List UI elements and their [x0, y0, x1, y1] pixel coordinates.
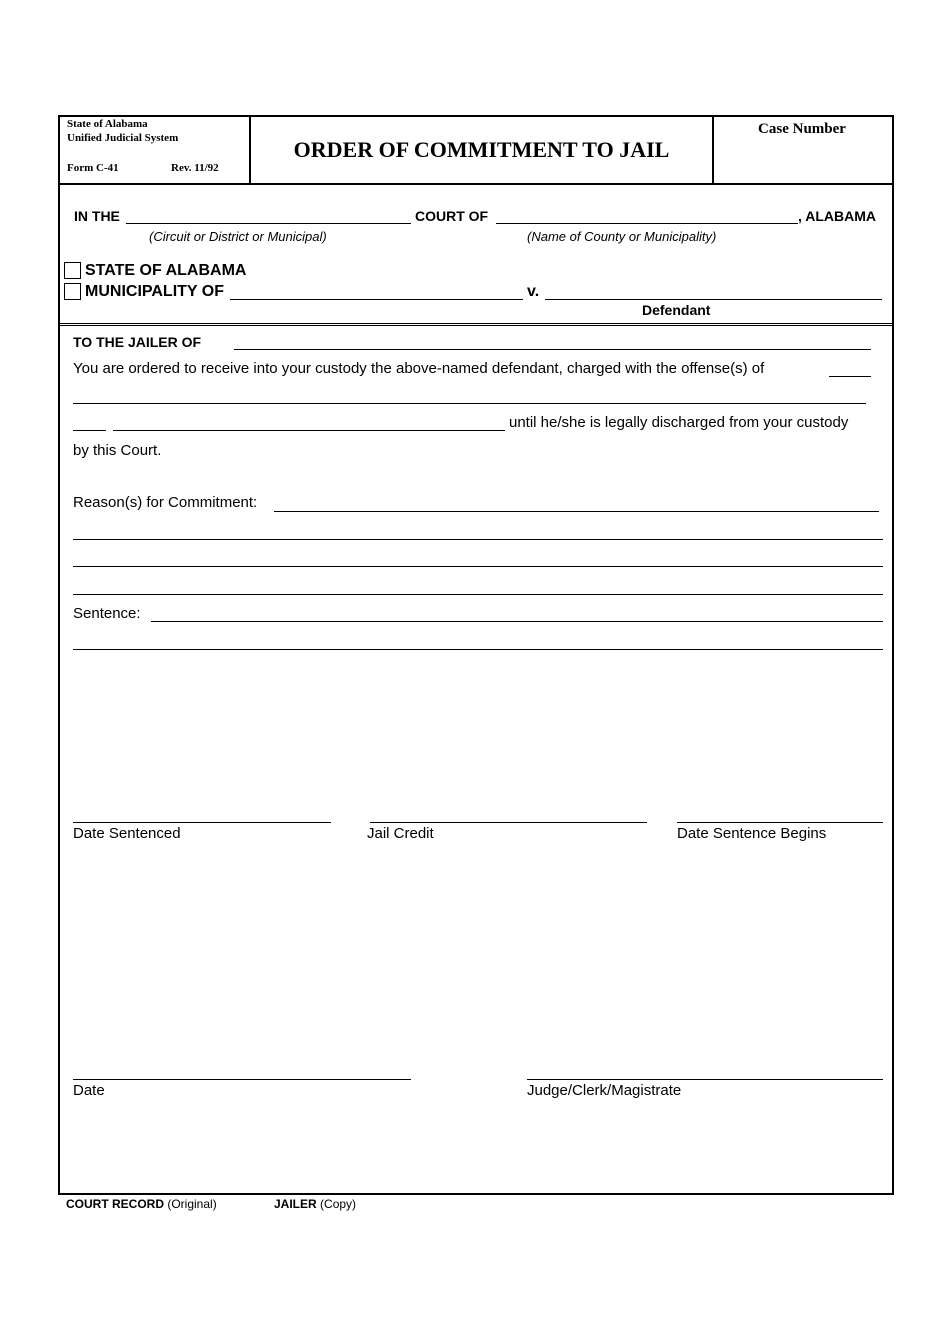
offense-field-1[interactable]	[829, 376, 871, 377]
reasons-field-2[interactable]	[73, 539, 883, 540]
sentence-label: Sentence:	[73, 605, 141, 622]
system-line: Unified Judicial System	[67, 132, 179, 144]
case-number-field[interactable]	[716, 142, 888, 180]
offense-field-2[interactable]	[73, 403, 866, 404]
jailer-label: TO THE JAILER OF	[73, 334, 202, 350]
footer-jailer	[274, 1197, 356, 1211]
form-revision: Rev. 11/92	[171, 162, 219, 174]
form-number: Form C-41	[67, 162, 119, 174]
state-line: State of Alabama	[67, 118, 148, 130]
signature-date-field[interactable]	[73, 1079, 411, 1080]
reasons-field-1[interactable]	[274, 511, 879, 512]
court-type-field[interactable]	[126, 223, 411, 224]
offense-field-3b[interactable]	[113, 430, 505, 431]
defendant-label: Defendant	[642, 302, 711, 318]
jail-credit-label: Jail Credit	[367, 825, 434, 842]
footer-court-record	[66, 1197, 217, 1211]
jailer-copy-label: JAILER	[274, 1197, 317, 1211]
defendant-field[interactable]	[545, 299, 882, 300]
court-of-label: COURT OF	[415, 208, 489, 224]
jailer-field[interactable]	[234, 349, 871, 350]
judge-label: Judge/Clerk/Magistrate	[527, 1082, 682, 1099]
section-rule-top	[58, 323, 893, 324]
judge-signature-field[interactable]	[527, 1079, 883, 1080]
in-the-label: IN THE	[74, 208, 120, 224]
date-sentenced-field[interactable]	[73, 822, 331, 823]
state-checkbox[interactable]	[64, 262, 81, 279]
court-type-hint: (Circuit or District or Municipal)	[149, 229, 327, 244]
offense-field-3a[interactable]	[73, 430, 106, 431]
reasons-label: Reason(s) for Commitment:	[73, 494, 258, 511]
header-bottom-rule	[58, 183, 893, 185]
county-hint: (Name of County or Municipality)	[527, 229, 717, 244]
sentence-field-2[interactable]	[73, 649, 883, 650]
until-text: until he/she is legally discharged from your custody	[509, 414, 849, 431]
municipality-field[interactable]	[230, 299, 523, 300]
jailer-copy-note: (Copy)	[320, 1197, 357, 1211]
date-begins-label: Date Sentence Begins	[677, 825, 827, 842]
sentence-field-1[interactable]	[151, 621, 883, 622]
municipality-option-label: MUNICIPALITY OF	[85, 283, 224, 300]
by-court-text: by this Court.	[73, 442, 162, 459]
versus-label: v.	[527, 283, 540, 300]
court-record-note: (Original)	[167, 1197, 217, 1211]
state-option-label: STATE OF ALABAMA	[85, 262, 247, 279]
alabama-label: , ALABAMA	[798, 208, 877, 224]
section-rule-bottom	[58, 325, 893, 326]
case-number-label: Case Number	[758, 121, 846, 137]
court-record-label: COURT RECORD	[66, 1197, 164, 1211]
ordered-text: You are ordered to receive into your custody the above-named defendant, charged with the offense(s) of	[73, 360, 765, 377]
date-sentenced-label: Date Sentenced	[73, 825, 181, 842]
reasons-field-3[interactable]	[73, 566, 883, 567]
signature-date-label: Date	[73, 1082, 105, 1099]
county-field[interactable]	[496, 223, 798, 224]
date-begins-field[interactable]	[677, 822, 883, 823]
municipality-checkbox[interactable]	[64, 283, 81, 300]
reasons-field-4[interactable]	[73, 594, 883, 595]
form-title: ORDER OF COMMITMENT TO JAIL	[293, 137, 670, 162]
jail-credit-field[interactable]	[370, 822, 647, 823]
